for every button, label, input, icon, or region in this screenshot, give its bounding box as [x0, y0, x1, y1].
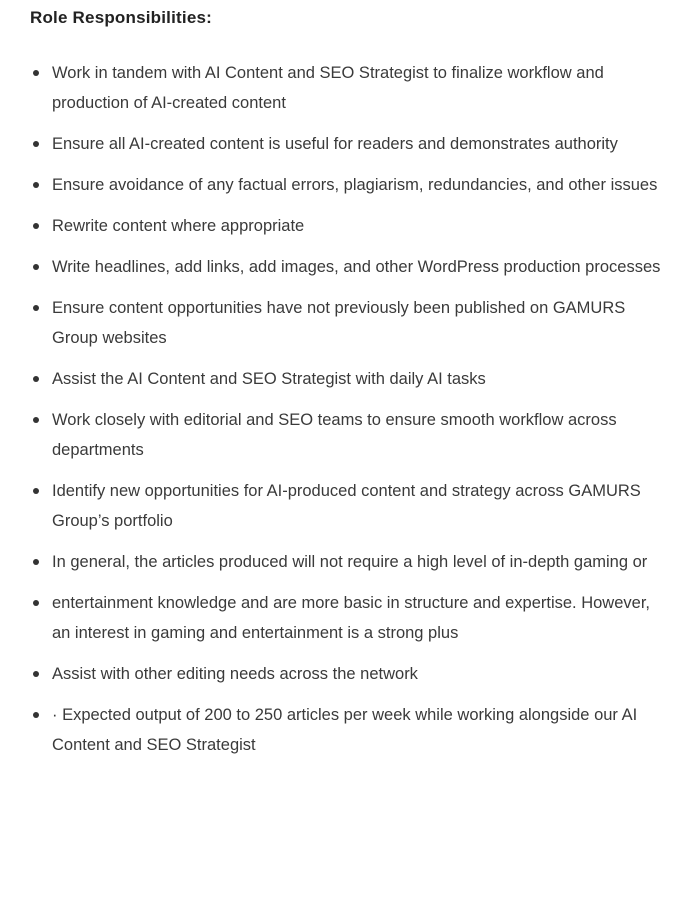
- list-item: [0, 211, 691, 241]
- list-item-text: Ensure all AI-created content is useful for readers and demonstrates authority: [52, 135, 618, 153]
- list-item-text: Assist with other editing needs across the network: [52, 665, 418, 683]
- responsibilities-list: [0, 58, 691, 771]
- bullet-icon: [33, 600, 39, 606]
- list-item-text: Write headlines, add links, add images, and other WordPress production processes: [52, 258, 661, 276]
- bullet-icon: [33, 671, 39, 677]
- list-item: [0, 476, 691, 536]
- list-item-text: Work closely with editorial and SEO teams to ensure smooth workflow across departments: [52, 411, 617, 459]
- list-item: [0, 58, 691, 118]
- list-item: [0, 405, 691, 465]
- bullet-icon: [33, 182, 39, 188]
- list-item-text: In general, the articles produced will not require a high level of in-depth gaming or: [52, 553, 648, 571]
- list-item: [0, 170, 691, 200]
- bullet-icon: [33, 141, 39, 147]
- list-item: [0, 547, 691, 577]
- bullet-icon: [33, 305, 39, 311]
- bullet-icon: [33, 559, 39, 565]
- list-item: [0, 293, 691, 353]
- list-item-text: Work in tandem with AI Content and SEO Strategist to finalize workflow and production of AI-created content: [52, 64, 604, 112]
- list-item-text: Identify new opportunities for AI-produced content and strategy across GAMURS Group’s portfolio: [52, 482, 641, 530]
- bullet-icon: [33, 417, 39, 423]
- list-item: [0, 659, 691, 689]
- list-item: [0, 700, 691, 760]
- list-item-text: Ensure avoidance of any factual errors, plagiarism, redundancies, and other issues: [52, 176, 658, 194]
- list-item-text: Rewrite content where appropriate: [52, 217, 305, 235]
- list-item: [0, 252, 691, 282]
- list-item: [0, 129, 691, 159]
- bullet-icon: [33, 264, 39, 270]
- list-item-text: · Expected output of 200 to 250 articles per week while working alongside our AI Content and SEO Strategist: [52, 706, 638, 754]
- bullet-icon: [33, 376, 39, 382]
- bullet-icon: [33, 488, 39, 494]
- bullet-icon: [33, 70, 39, 76]
- list-item-text: entertainment knowledge and are more basic in structure and expertise. However, an interest in gaming and entertainment is a strong plus: [52, 594, 650, 642]
- list-item: [0, 364, 691, 394]
- bullet-icon: [33, 712, 39, 718]
- list-item-text: Ensure content opportunities have not previously been published on GAMURS Group websites: [52, 299, 626, 347]
- bullet-icon: [33, 223, 39, 229]
- list-item: [0, 588, 691, 648]
- section-heading: Role Responsibilities:: [30, 8, 212, 27]
- list-item-text: Assist the AI Content and SEO Strategist with daily AI tasks: [52, 370, 486, 388]
